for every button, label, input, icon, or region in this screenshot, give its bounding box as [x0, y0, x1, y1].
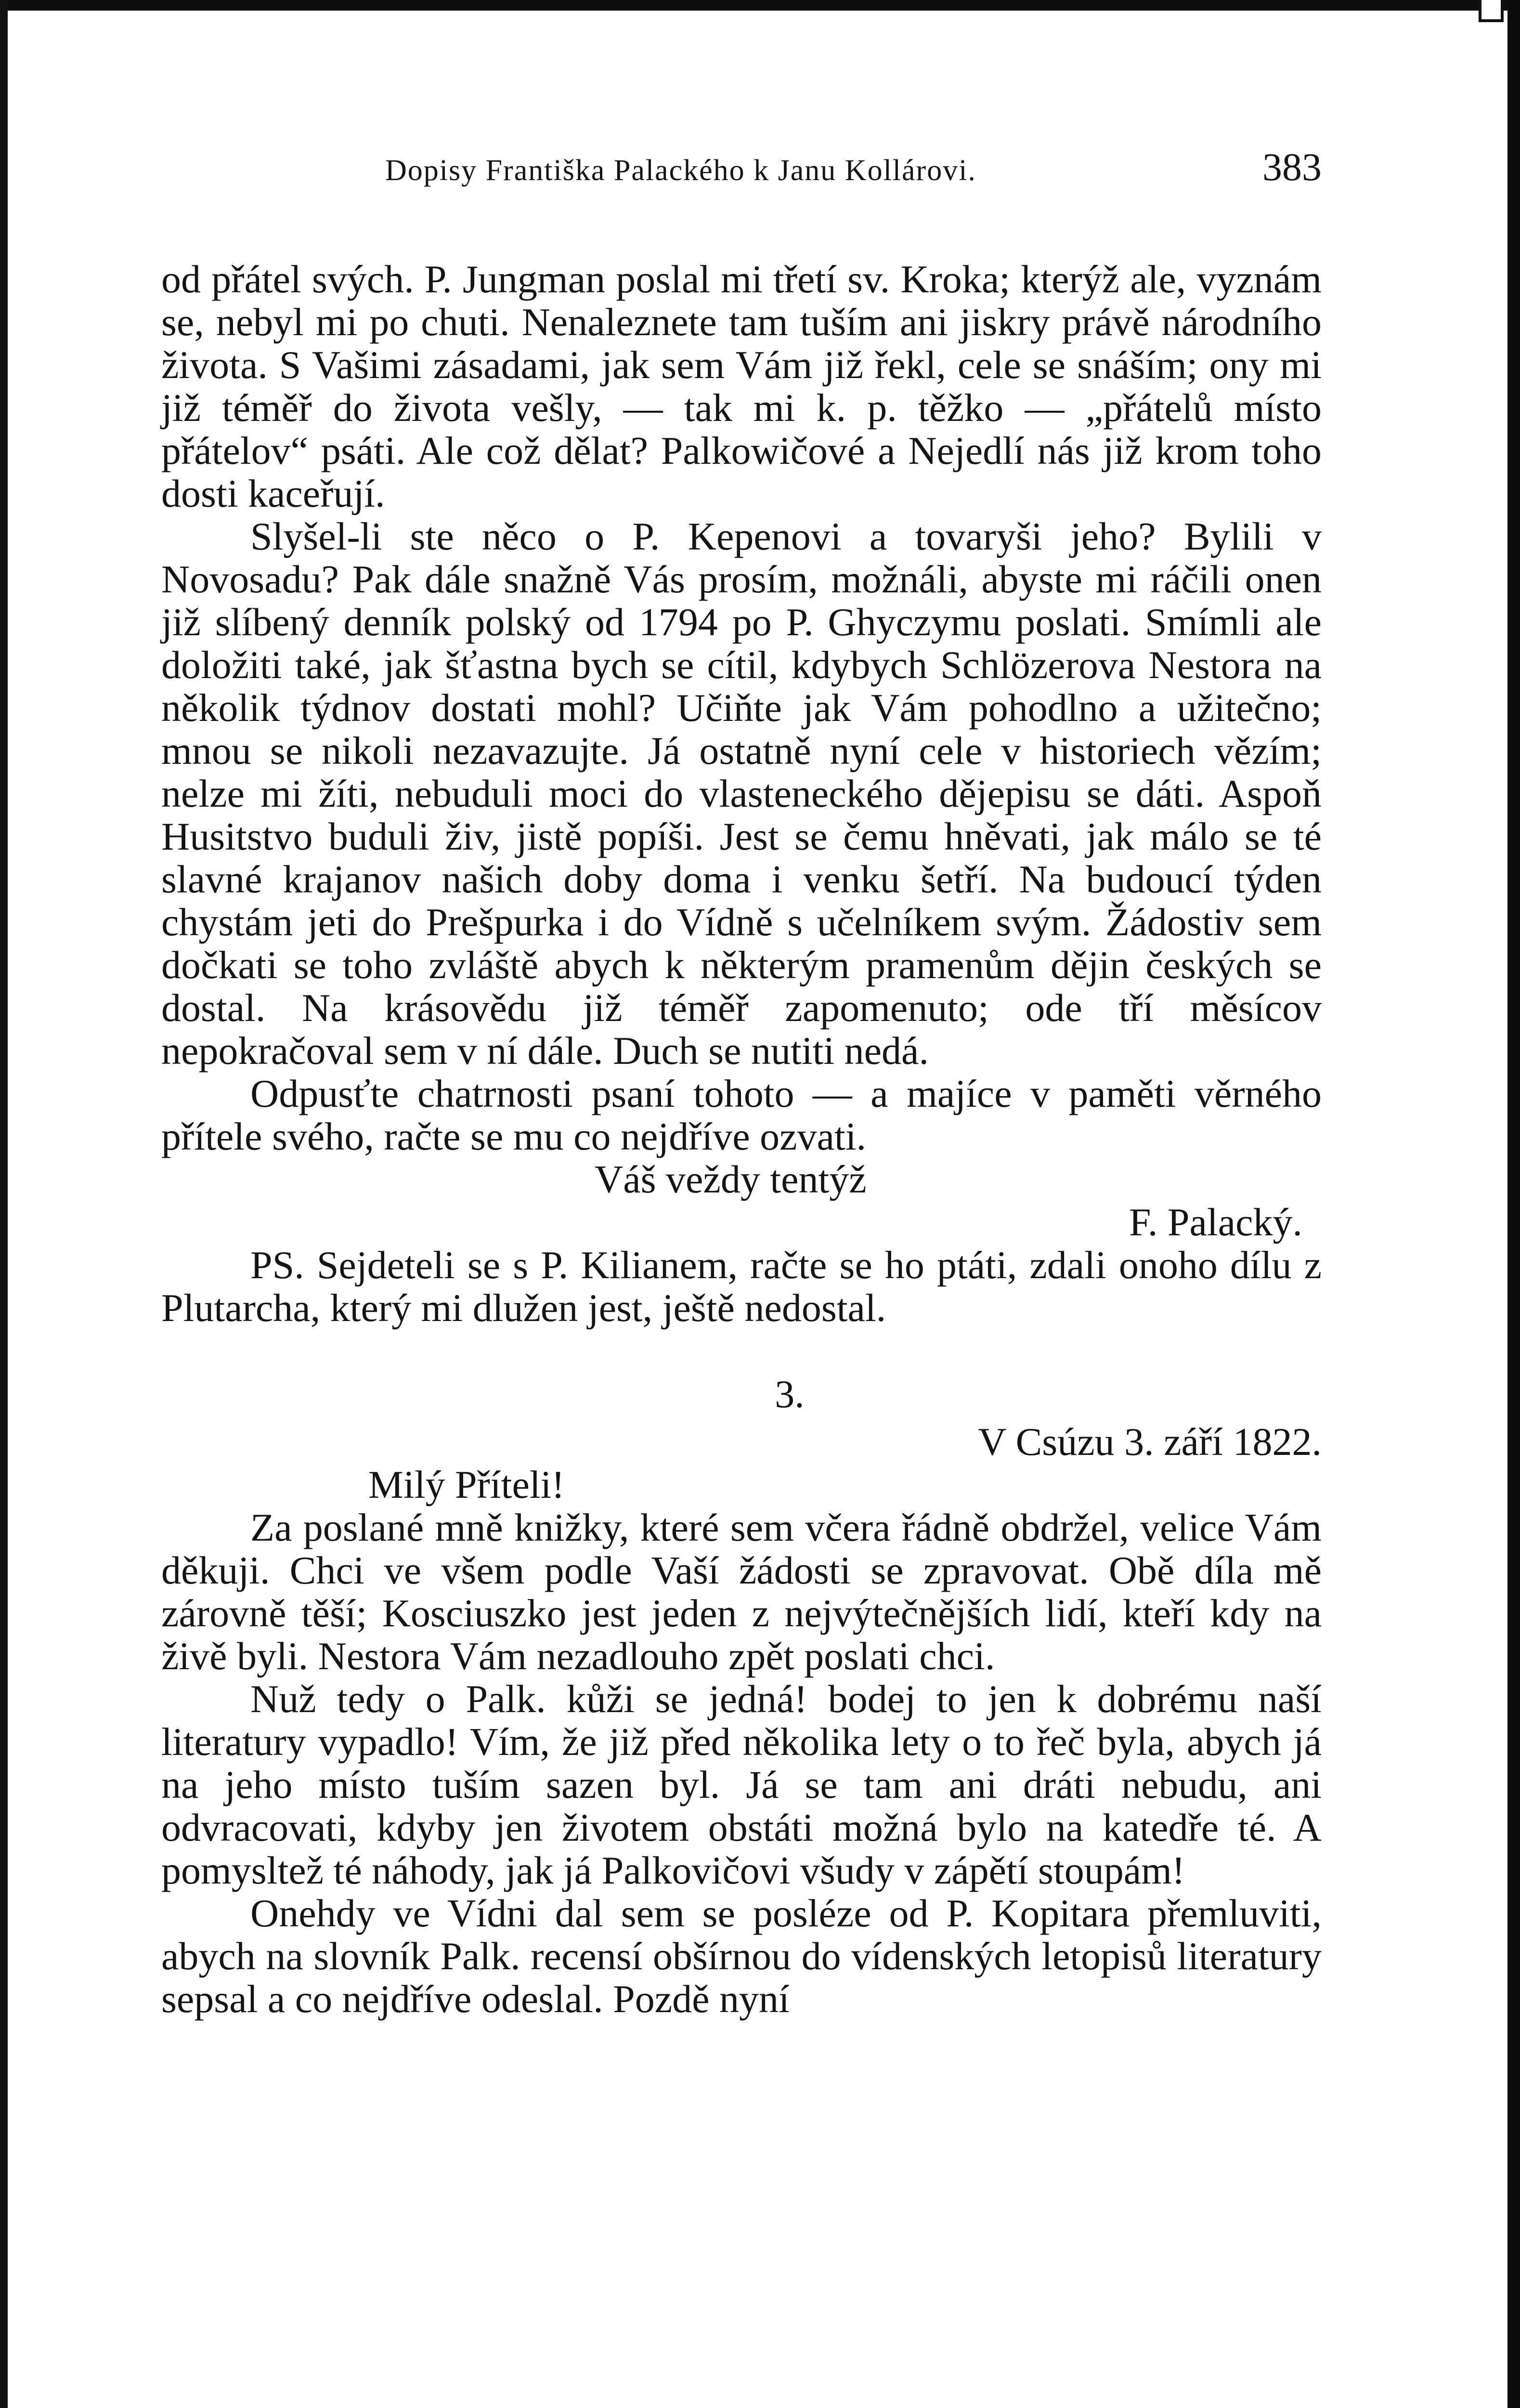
paragraph: Za poslané mně knižky, které sem včera řádně obdržel, velice Vám děkuji. Chci ve všem podle Vaší žádosti se zpravovat. Obě díla mě zárovně těší; Kosciuszko jest jeden z nejvýtečnějších lidí, kteří kdy na živě byli. Nestora Vám nezadlouho zpět poslati chci.: [161, 1505, 1322, 1678]
letter-place-date: V Csúzu 3. září 1822.: [978, 1420, 1322, 1464]
scan-corner-mark: [1479, 0, 1504, 22]
letter-salutation: Milý Příteli!: [368, 1463, 565, 1506]
paragraph: Slyšel-li ste něco o P. Kepenovi a tovaryši jeho? Bylili v Novosadu? Pak dále snažně Vás prosím, možnáli, abyste mi ráčili onen již slíbený denník polský od 1794 po P. Ghyczymu poslati. Smímli ale doložiti také, jak šťastna bych se cítil, kdybych Schlözerova Nestora na několik týdnov dostati mohl? Učiňte jak Vám pohodlno a užitečno; mnou se nikoli nezavazujte. Já ostatně nyní cele v historiech vězím; nelze mi žíti, nebuduli moci do vlasteneckého dějepisu se dáti. Aspoň Husitstvo buduli živ, jistě popíši. Jest se čemu hněvati, jak málo se té slavné krajanov našich doby doma i venku šetří. Na budoucí týden chystám jeti do Prešpurka i do Vídně s učelníkem svým. Žádostiv sem dočkati se toho zvláště abych k některým pramenům dějin českých se dostal. Na krásovědu již téměř zapomenuto; ode tří měsícov nepokračoval sem v ní dále. Duch se nutiti nedá.: [161, 514, 1322, 1073]
scan-border-left: [0, 0, 8, 2408]
paragraph: Onehdy ve Vídni dal sem se posléze od P. Kopitara přemluviti, abych na slovník Palk. recensí obšírnou do vídenských letopisů literatury sepsal a co nejdříve odeslal. Pozdě nyní: [161, 1891, 1322, 2021]
page-number: 383: [1262, 145, 1322, 189]
letter-closing: Váš veždy tentýž: [595, 1157, 867, 1201]
letter-signature: F. Palacký.: [1129, 1200, 1302, 1244]
page-body: [161, 258, 1322, 2020]
book-page: [161, 144, 1322, 2020]
scan-border-right: [1507, 0, 1520, 2408]
running-title: Dopisy Františka Palackého k Janu Kollárovi.: [385, 154, 976, 187]
postscript: PS. Sejdeteli se s P. Kilianem, račte se ho ptáti, zdali onoho dílu z Plutarcha, který mi dlužen jest, ještě nedostal.: [161, 1243, 1322, 1330]
paragraph: Nuž tedy o Palk. kůži se jedná! bodej to jen k dobrému naší literatury vypadlo! Vím, že již před několika lety o to řeč byla, abych já na jeho místo tuším sazen byl. Já se tam ani dráti nebudu, ani odvracovati, kdyby jen životem obstáti možná bylo na katedře té. A pomysltež té náhody, jak já Palkovičovi všudy v zápětí stoupám!: [161, 1677, 1322, 1892]
paragraph: od přátel svých. P. Jungman poslal mi třetí sv. Kroka; kterýž ale, vyznám se, nebyl mi po chuti. Nenaleznete tam tuším ani jiskry právě národního života. S Vašimi zásadami, jak sem Vám již řekl, cele se snáším; ony mi již téměř do života vešly, — tak mi k. p. těžko — „přátelů místo přátelov“ psáti. Ale což dělat? Palkowičové a Nejedlí nás již krom toho dosti kaceřují.: [161, 257, 1322, 515]
paragraph: Odpusťte chatrnosti psaní tohoto — a majíce v paměti věrného přítele svého, račte se mu co nejdříve ozvati.: [161, 1072, 1322, 1158]
scan-border-top: [0, 0, 1520, 11]
page-header: [161, 144, 1322, 202]
letter-number: 3.: [775, 1372, 805, 1416]
